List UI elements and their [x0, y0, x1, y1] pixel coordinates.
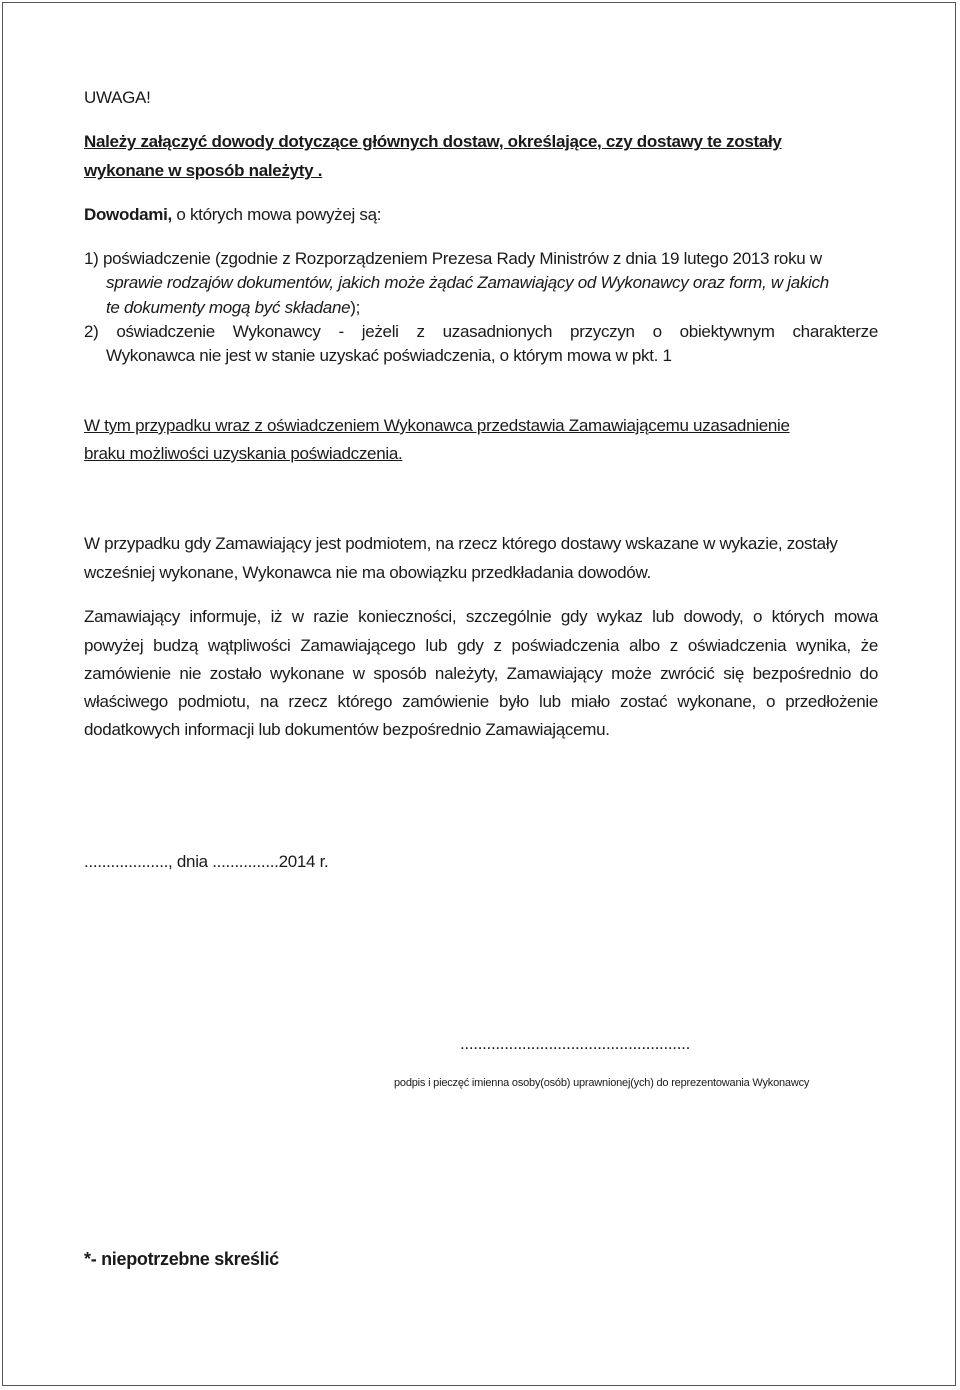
info-line-2: powyżej budzą wątpliwości Zamawiającego lub gdy z poświadczenia albo z oświadczenia wynika, że [84, 636, 878, 655]
date-line: ..................., dnia ...............2014 r. [84, 852, 329, 871]
info-line-5: dodatkowych informacji lub dokumentów bezpośrednio Zamawiającemu. [84, 720, 610, 739]
evidence-item-1-line-2: sprawie rodzajów dokumentów, jakich może żądać Zamawiający od Wykonawcy oraz form, w jakich [106, 273, 829, 292]
case-line-2: wcześniej wykonane, Wykonawca nie ma obowiązku przedkładania dowodów. [84, 563, 651, 582]
evidence-item-2-line-2: Wykonawca nie jest w stanie uzyskać poświadczenia, o którym mowa w pkt. 1 [106, 346, 672, 365]
warning-heading: UWAGA! [84, 88, 151, 107]
note-line-1: W tym przypadku wraz z oświadczeniem Wykonawca przedstawia Zamawiającemu uzasadnienie [84, 416, 790, 435]
evidence-intro-rest: o których mowa powyżej są: [171, 205, 382, 224]
note-line-2: braku możliwości uzyskania poświadczenia. [84, 444, 403, 463]
evidence-intro [84, 201, 381, 228]
evidence-item-1-line-1: 1) poświadczenie (zgodnie z Rozporządzeniem Prezesa Rady Ministrów z dnia 19 lutego 2013 roku w [84, 249, 822, 268]
footnote: *- niepotrzebne skreślić [84, 1249, 279, 1269]
evidence-item-1-line-3-end: ); [350, 298, 361, 317]
signature-dots: .................................................... [460, 1034, 691, 1053]
required-notice-line-1: Należy załączyć dowody dotyczące głównych dostaw, określające, czy dostawy te zostały [84, 132, 782, 151]
evidence-intro-bold: Dowodami, [84, 205, 172, 224]
info-line-4: właściwego podmiotu, na rzecz którego zamówienie było lub miało zostać wykonane, o przedłożenie [84, 692, 878, 711]
evidence-item-1-line-3-italic: te dokumenty mogą być składane [106, 298, 351, 317]
info-line-1: Zamawiający informuje, iż w razie konieczności, szczególnie gdy wykaz lub dowody, o których mowa [84, 607, 878, 626]
signature-caption: podpis i pieczęć imienna osoby(osób) uprawnionej(ych) do reprezentowania Wykonawcy [394, 1077, 810, 1089]
evidence-item-1-line-3 [84, 294, 360, 321]
evidence-item-2-line-1: 2) oświadczenie Wykonawcy - jeżeli z uzasadnionych przyczyn o obiektywnym charakterze [84, 322, 878, 341]
info-line-3: zamówienie nie zostało wykonane w sposób należyty, Zamawiający może zwrócić się bezpośrednio do [84, 664, 878, 683]
required-notice-line-2: wykonane w sposób należyty . [84, 161, 323, 180]
case-line-1: W przypadku gdy Zamawiający jest podmiotem, na rzecz którego dostawy wskazane w wykazie, zostały [84, 534, 838, 553]
